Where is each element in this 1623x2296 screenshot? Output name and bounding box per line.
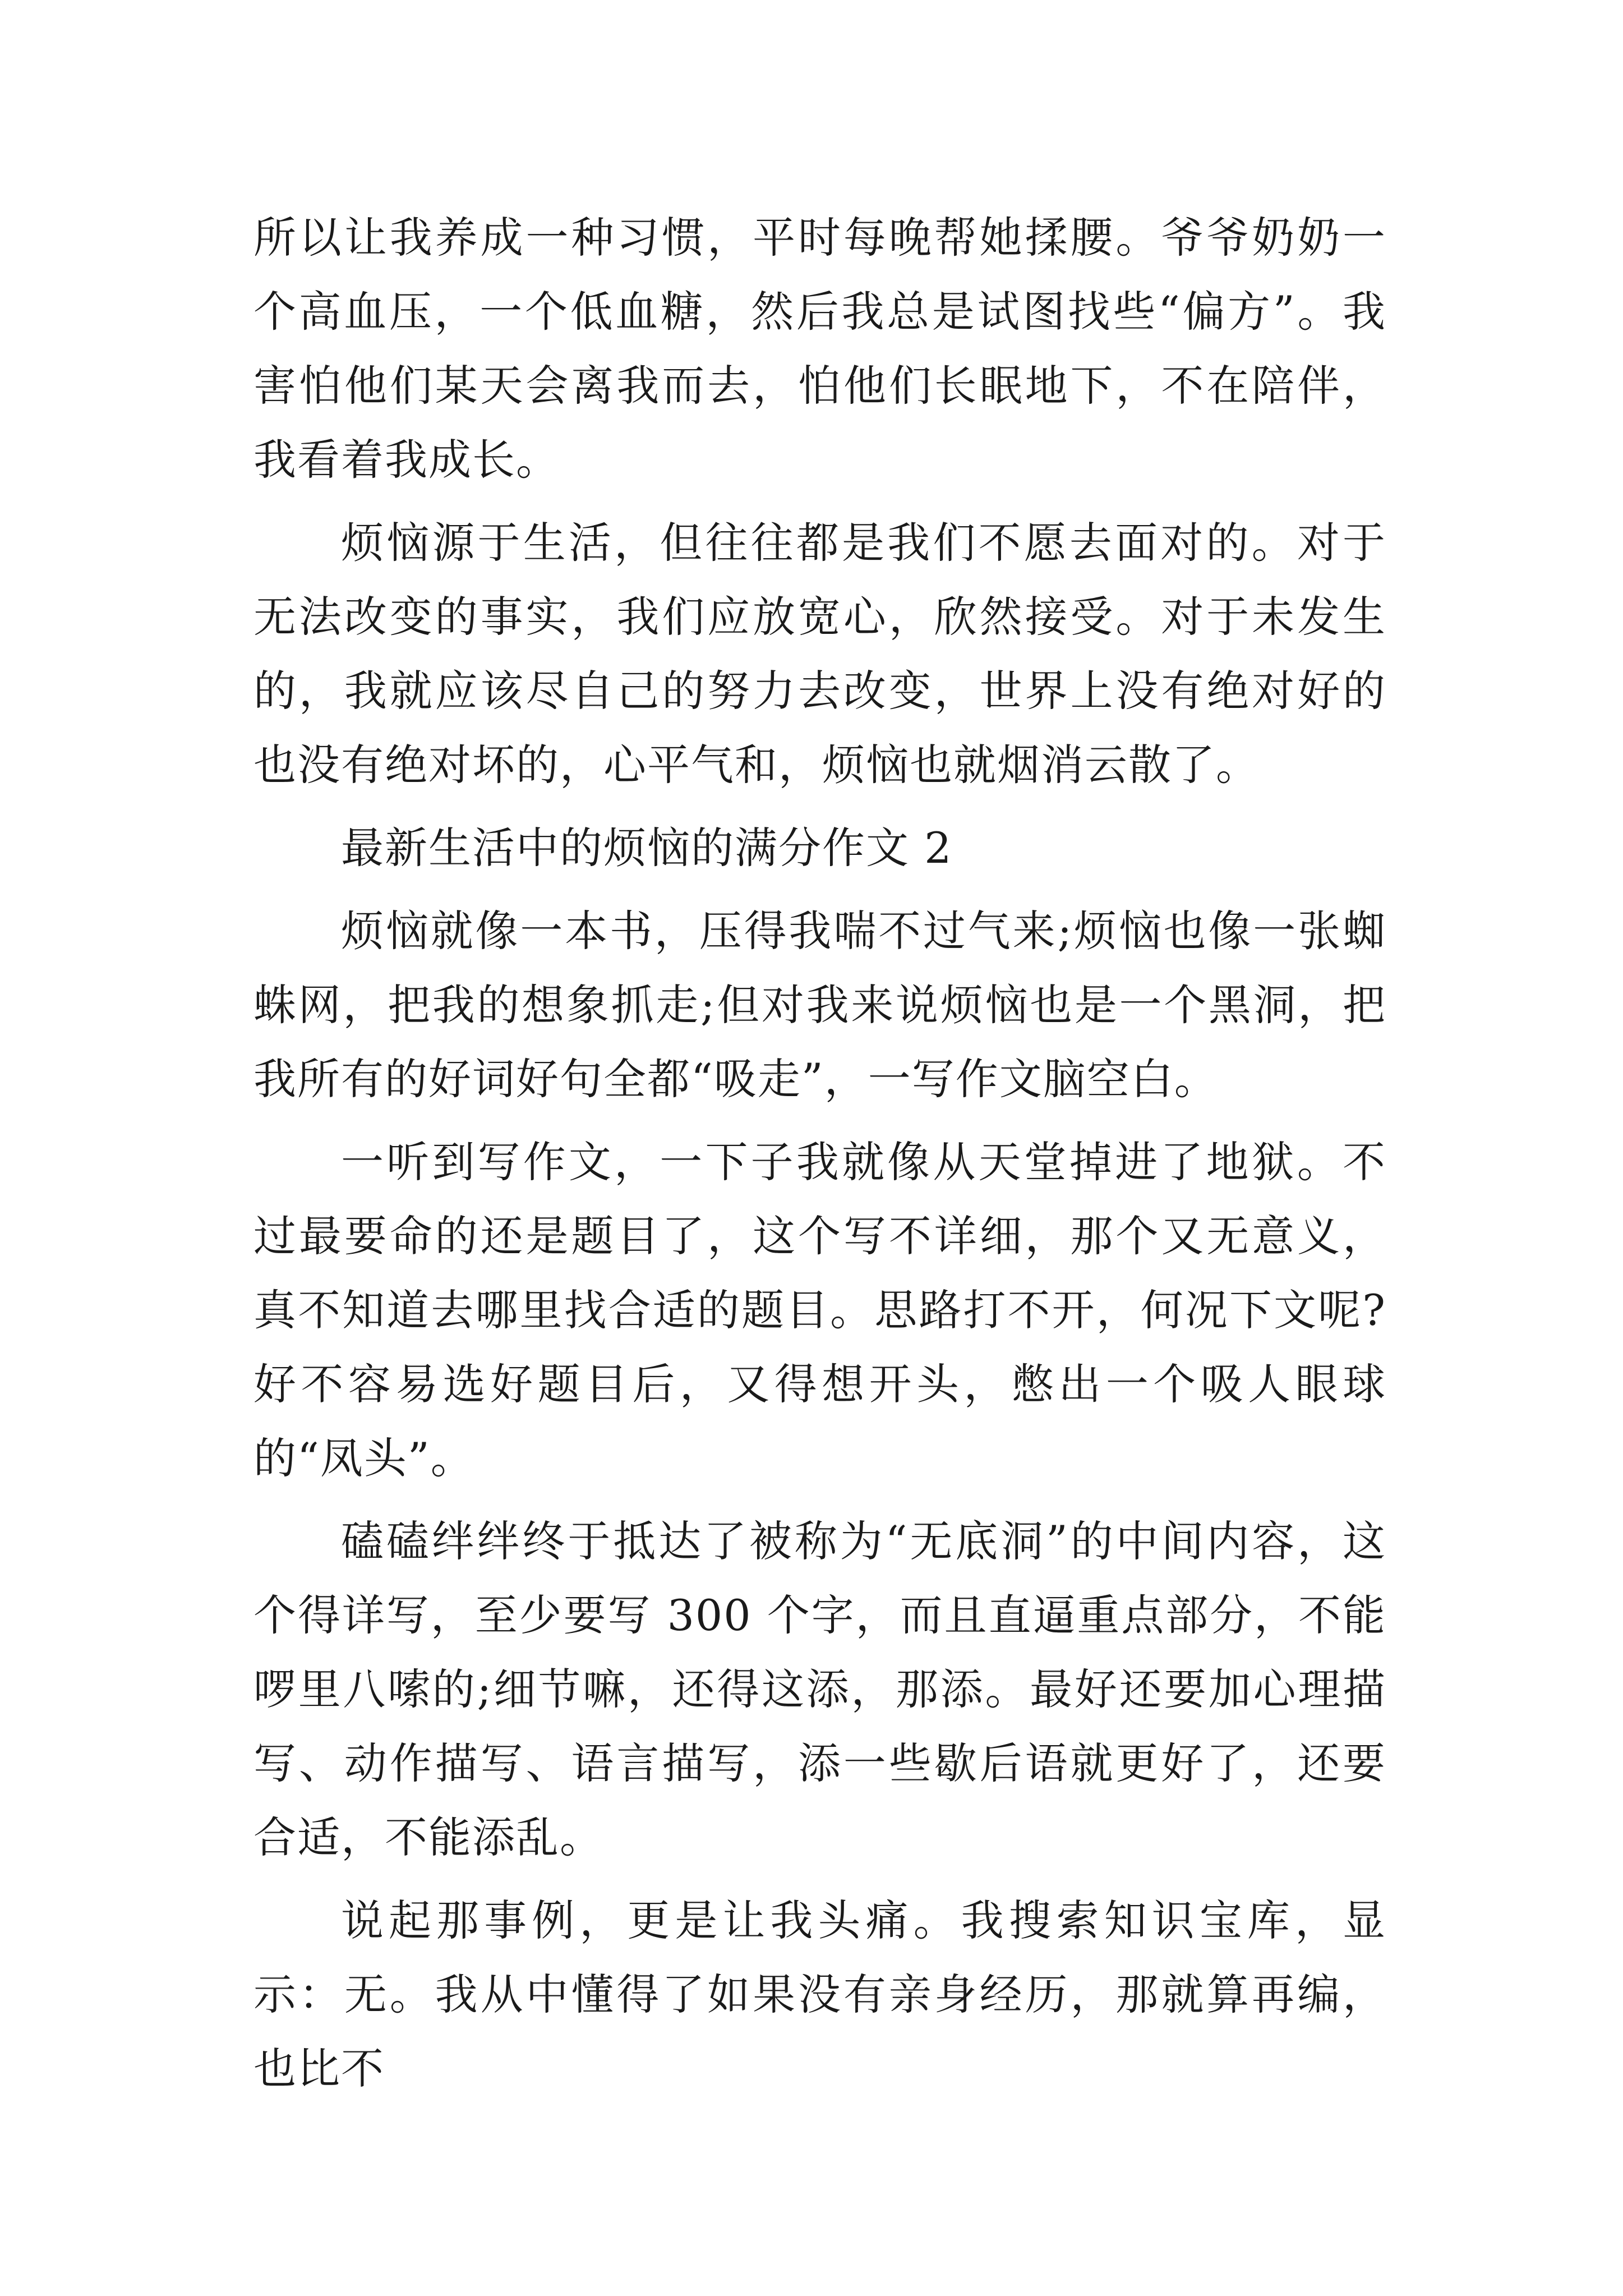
paragraph: 一听到写作文，一下子我就像从天堂掉进了地狱。不过最要命的还是题目了，这个写不详细，那个又无意义，真不知道去哪里找合适的题目。思路打不开，何况下文呢?好不容易选好题目后，又得想开头，憋出一个吸人眼球的“凤头”。 <box>253 1137 1386 1483</box>
document-body <box>253 201 1386 2106</box>
paragraph: 磕磕绊绊终于抵达了被称为“无底洞”的中间内容，这个得详写，至少要写 300 个字，而且直逼重点部分，不能啰里八嗦的;细节嘛，还得这添，那添。最好还要加心理描写、动作描写、语言描写，添一些歇后语就更好了，还要合适，不能添乱。 <box>253 1516 1386 1862</box>
paragraph: 烦恼源于生活，但往往都是我们不愿去面对的。对于无法改变的事实，我们应放宽心，欣然接受。对于未发生的，我就应该尽自己的努力去改变，世界上没有绝对好的也没有绝对坏的，心平气和，烦恼也就烟消云散了。 <box>253 518 1386 790</box>
paragraph: 烦恼就像一本书，压得我喘不过气来;烦恼也像一张蜘蛛网，把我的想象抓走;但对我来说烦恼也是一个黑洞，把我所有的好词好句全都“吸走”，一写作文脑空白。 <box>253 906 1386 1104</box>
section-heading: 最新生活中的烦恼的满分作文 2 <box>341 823 953 873</box>
paragraph-continuation: 所以让我养成一种习惯，平时每晚帮她揉腰。爷爷奶奶一个高血压，一个低血糖，然后我总是试图找些“偏方”。我害怕他们某天会离我而去，怕他们长眠地下，不在陪伴，我看着我成长。 <box>253 213 1386 485</box>
paragraph: 说起那事例，更是让我头痛。我搜索知识宝库，显示：无。我从中懂得了如果没有亲身经历，那就算再编，也比不 <box>253 1895 1386 2093</box>
